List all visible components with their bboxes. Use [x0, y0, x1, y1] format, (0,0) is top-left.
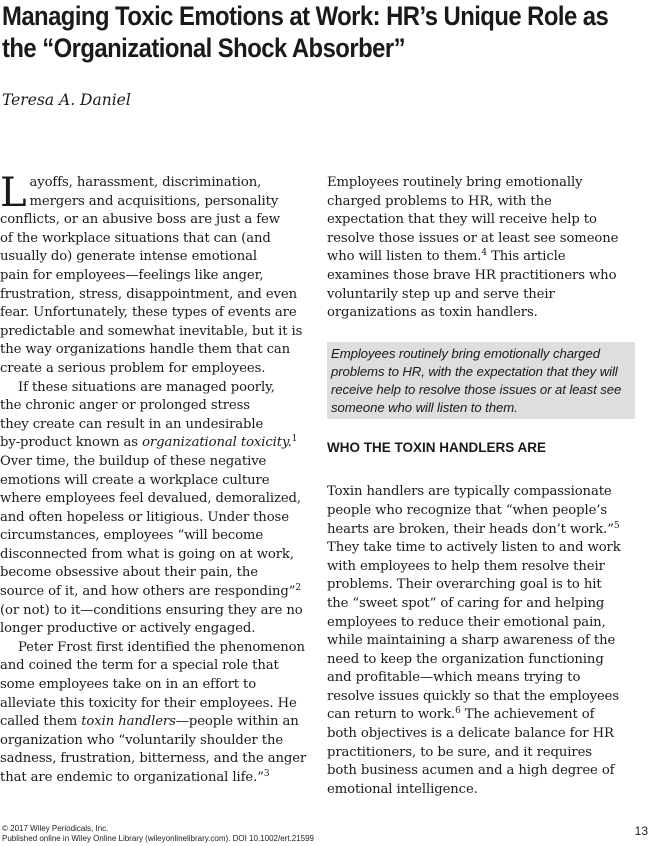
text-line: organization who “voluntarily shoulder the [0, 732, 284, 748]
paragraph-3 [0, 639, 312, 788]
text-line: alleviate this toxicity for their employees. He [0, 695, 297, 711]
text-line [327, 248, 639, 267]
paragraph-2 [0, 379, 312, 639]
text-line: emotional intelligence. [327, 781, 478, 797]
text-line: longer productive or actively engaged. [0, 621, 256, 637]
text-line: fear. Unfortunately, these types of events are [0, 305, 297, 321]
text-line: resolve issues quickly so that the employees [327, 688, 620, 704]
text-line: where employees feel devalued, demoralized, [0, 491, 301, 507]
text-line: both business acumen and a high degree of [327, 763, 615, 779]
text-line: If these situations are managed poorly, [18, 379, 275, 395]
footnote-ref-5: 5 [613, 520, 620, 531]
term-toxin-handlers: toxin handlers [81, 714, 176, 730]
text-line: while maintaining a sharp awareness of the [327, 633, 616, 649]
text-fragment: by-product known as [0, 435, 143, 451]
pull-quote [327, 342, 635, 419]
text-line: with employees to help them resolve their [327, 558, 605, 574]
text-fragment: that are endemic to organizational life.” [0, 770, 264, 785]
drop-cap: L [0, 170, 27, 216]
text-line: create a serious problem for employees. [0, 360, 266, 376]
text-line: predictable and somewhat inevitable, but it is [0, 323, 303, 339]
text-line: Over time, the buildup of these negative [0, 453, 267, 469]
footnote-ref-3: 3 [263, 769, 270, 779]
text-line: some employees take on in an effort to [0, 677, 257, 693]
footnote-ref-6: 6 [455, 706, 461, 717]
text-line [0, 434, 312, 453]
text-line: voluntarily step up and serve their [327, 286, 555, 302]
text-line: usually do) generate intense emotional [0, 249, 257, 265]
right-paragraph-2 [327, 483, 639, 799]
text-fragment: who will listen to them. [327, 249, 482, 265]
text-line: sadness, frustration, bitterness, and the anger [0, 751, 307, 767]
pull-quote-line: problems to HR, with the expectation that they will [331, 363, 618, 379]
text-line: organizations as toxin handlers. [327, 305, 538, 321]
text-line: and often hopeless or litigious. Under those [0, 509, 289, 525]
text-line: and profitable—which means trying to [327, 670, 581, 686]
text-fragment: source of it, and how others are responding” [0, 584, 296, 600]
text-line: practitioners, to be sure, and it requires [327, 744, 592, 760]
text-line: people who recognize that “when people’s [327, 502, 608, 518]
text-line: conflicts, or an abusive boss are just a few [0, 212, 280, 228]
footnote-ref-1: 1 [291, 434, 298, 445]
text-line: charged problems to HR, with the [327, 193, 552, 209]
text-fragment: hearts are broken, their heads don’t work.” [327, 521, 614, 537]
text-fragment: can return to work. [327, 707, 456, 723]
text-fragment: —people within an [175, 714, 299, 730]
text-line: circumstances, employees “will become [0, 528, 264, 544]
text-line [0, 583, 312, 602]
text-line: the “sweet spot” of caring for and helping [327, 595, 605, 611]
text-line [0, 713, 312, 732]
page-number: 13 [634, 824, 648, 838]
section-heading: WHO THE TOXIN HANDLERS ARE [327, 439, 547, 455]
author-name: Teresa A. Daniel [2, 91, 131, 109]
text-line: They take time to actively listen to and work [327, 540, 621, 556]
title-line-2: the “Organizational Shock Absorber” [2, 33, 405, 63]
text-line: examines those brave HR practitioners who [327, 267, 617, 283]
text-fragment: This article [487, 249, 566, 265]
text-line: pain for employees—feelings like anger, [0, 267, 264, 283]
text-line: and coined the term for a special role that [0, 658, 279, 674]
pull-quote-line: receive help to resolve those issues or at least see [331, 381, 622, 397]
article-title [2, 0, 609, 64]
footnote-ref-2: 2 [295, 583, 301, 594]
text-line: (or not) to it—conditions ensuring they are no [0, 602, 303, 618]
text-line: problems. Their overarching goal is to hit [327, 577, 602, 593]
copyright-notice: © 2017 Wiley Periodicals, Inc. [2, 824, 109, 833]
right-paragraph-1 [327, 174, 639, 323]
pull-quote-line: someone who will listen to them. [331, 399, 518, 415]
left-column [0, 170, 312, 788]
title-line-1: Managing Toxic Emotions at Work: HR’s Unique Role as [2, 1, 609, 31]
intro-paragraph [0, 170, 312, 379]
text-line: they create can result in an undesirable [0, 416, 264, 432]
text-line: the way organizations handle them that can [0, 342, 291, 358]
text-line: of the workplace situations that can (and [0, 230, 271, 246]
term-organizational-toxicity: organizational toxicity. [142, 435, 292, 451]
text-line: become obsessive about their pain, the [0, 565, 258, 581]
text-line [327, 521, 639, 540]
text-line: Toxin handlers are typically compassionate [327, 484, 612, 500]
text-line: employees to reduce their emotional pain, [327, 614, 606, 630]
text-line: expectation that they will receive help to [327, 212, 597, 228]
page-footer [2, 824, 314, 844]
text-line: frustration, stress, disappointment, and even [0, 286, 297, 302]
right-column [327, 174, 639, 799]
text-line: Employees routinely bring emotionally [327, 175, 583, 190]
text-line: resolve those issues or at least see someone [327, 230, 619, 246]
text-line: emotions will create a workplace culture [0, 472, 270, 488]
text-line: the chronic anger or prolonged stress [0, 398, 250, 414]
text-fragment: The achievement of [460, 707, 595, 723]
text-line [0, 769, 312, 788]
footnote-ref-4: 4 [481, 248, 488, 259]
text-line: disconnected from what is going on at work, [0, 546, 294, 562]
text-line: ayoffs, harassment, discrimination, [29, 175, 262, 190]
text-line [327, 706, 639, 725]
text-line: need to keep the organization functioning [327, 651, 604, 667]
text-line: both objectives is a delicate balance for HR [327, 726, 614, 742]
text-line: mergers and acquisitions, personality [29, 193, 279, 209]
text-line: Peter Frost first identified the phenomenon [18, 639, 305, 655]
text-fragment: called them [0, 714, 82, 730]
pull-quote-line: Employees routinely bring emotionally charged [331, 345, 600, 361]
publication-info: Published online in Wiley Online Library (wileyonlinelibrary.com). DOI 10.1002/ert.21599 [2, 834, 315, 843]
